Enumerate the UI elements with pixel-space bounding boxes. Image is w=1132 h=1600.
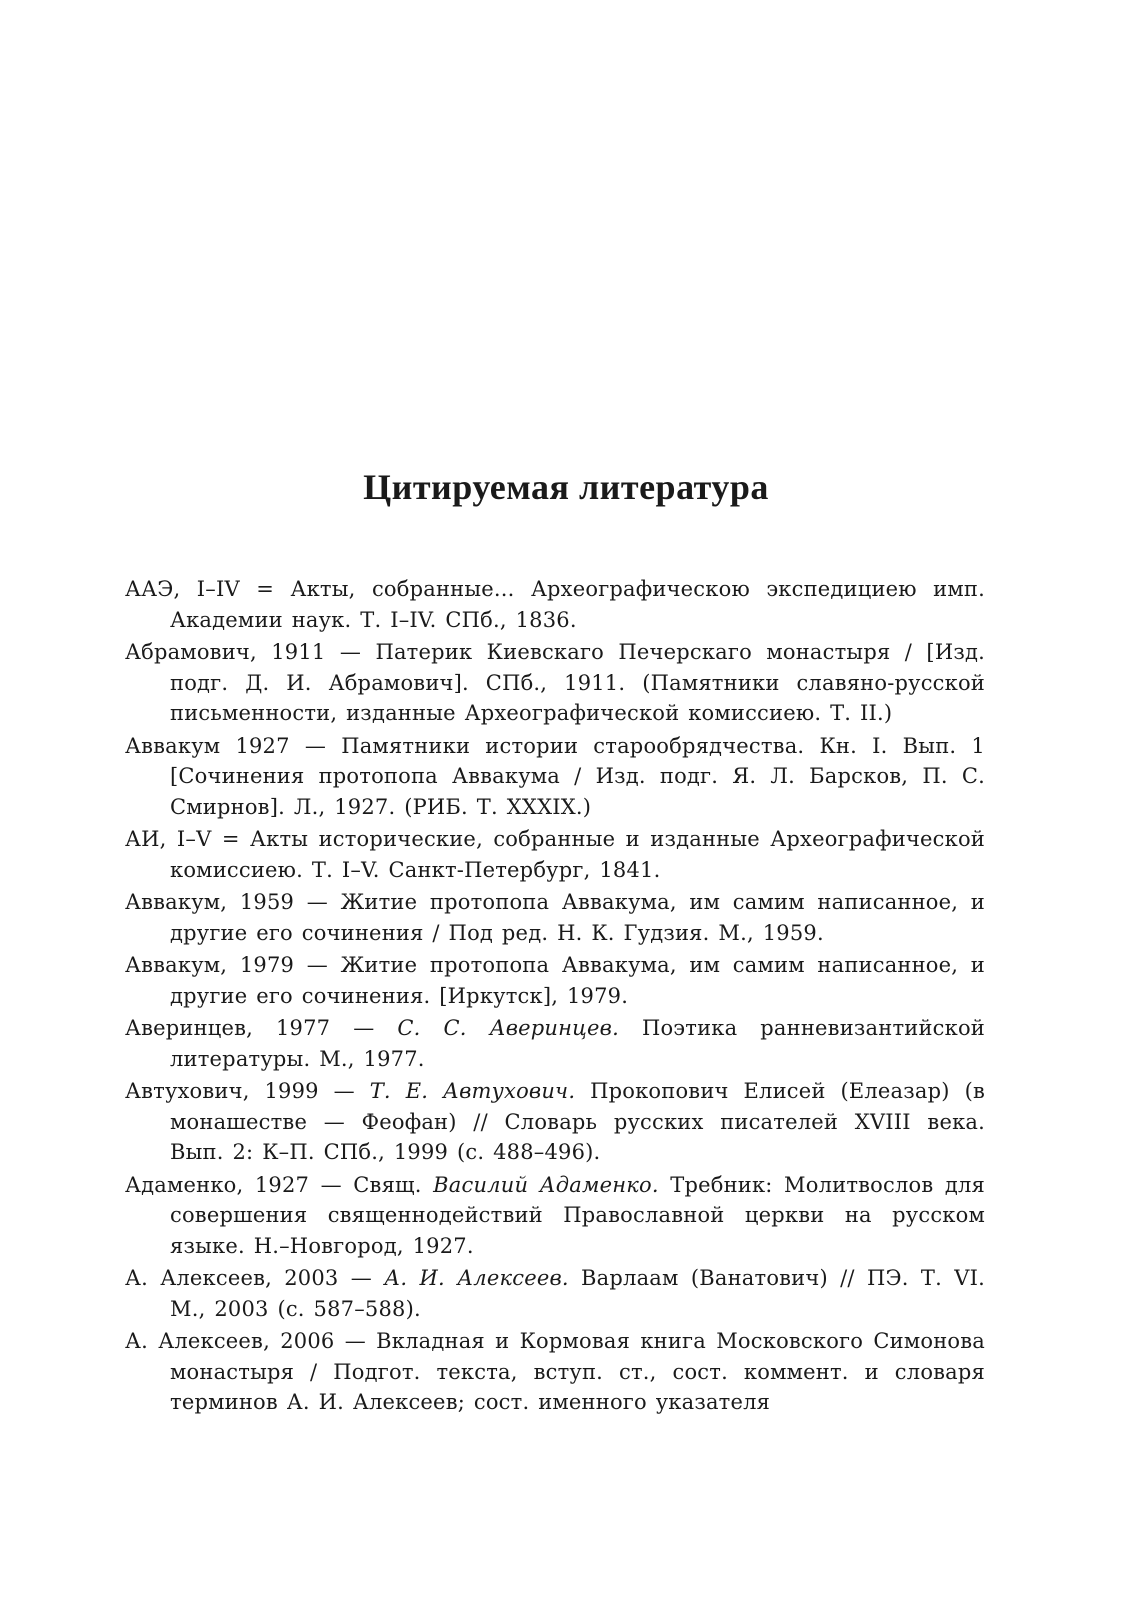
entry-text: Акты, собранные... Археографическою экспедициею имп. Академии наук. Т. I–IV. СПб., 1836. bbox=[170, 577, 985, 632]
entry-text: Прокопович Елисей (Елеазар) (в монашестве — Феофан) // Словарь русских писателей XVIII века. Вып. 2: К–П. СПб., 1999 (с. 488–496). bbox=[170, 1079, 985, 1164]
entry-text: Житие протопопа Аввакума, им самим написанное, и другие его сочинения / Под ред. Н. К. Гудзия. М., 1959. bbox=[170, 890, 986, 945]
bibliography-entry bbox=[125, 1326, 985, 1418]
entry-author: Т. Е. Автухович. bbox=[369, 1079, 576, 1103]
bibliography-entry bbox=[125, 1263, 985, 1324]
bibliography-entry bbox=[125, 887, 985, 948]
entry-text: Вкладная и Кормовая книга Московского Симонова монастыря / Подгот. текста, вступ. ст., сост. коммент. и словаря терминов А. И. Алексеев; сост. именного указателя bbox=[170, 1329, 985, 1414]
entry-author: Василий Адаменко. bbox=[433, 1172, 659, 1197]
entry-text: Акты исторические, собранные и изданные Археографической комиссиею. Т. I–V. Санкт-Петербург, 1841. bbox=[170, 827, 985, 882]
entry-text: Требник: Молитвослов для совершения священнодействий Православной церкви на русском языке. Н.–Новгород, 1927. bbox=[170, 1172, 985, 1258]
entry-key: АИ, I–V = bbox=[125, 827, 251, 851]
entry-key: Аввакум, 1959 — bbox=[125, 890, 341, 914]
entry-key: Аввакум, 1979 — bbox=[125, 953, 341, 977]
entry-key: Аввакум 1927 — bbox=[125, 733, 342, 758]
entry-text: Памятники истории старообрядчества. Кн. I. Вып. 1 [Сочинения протопопа Аввакума / Изд. подг. Я. Л. Барсков, П. С. Смирнов]. Л., 1927. (РИБ. Т. XXXIX.) bbox=[170, 733, 985, 819]
entry-key: Аверинцев, 1977 — bbox=[125, 1016, 398, 1040]
entry-text: Патерик Киевскаго Печерскаго монастыря / [Изд. подг. Д. И. Абрамович]. СПб., 1911. (Памятники славяно-русской письменности, изданные Археографической комиссиею. Т. II.) bbox=[170, 640, 985, 725]
entry-key: Адаменко, 1927 — Свящ. bbox=[125, 1172, 434, 1197]
bibliography-entry bbox=[125, 574, 985, 635]
bibliography-entry bbox=[125, 637, 985, 729]
bibliography-entry bbox=[125, 950, 985, 1011]
entry-text: Поэтика ранневизантийской литературы. М., 1977. bbox=[170, 1016, 986, 1071]
entry-text: Варлаам (Ванатович) // ПЭ. Т. VI. М., 2003 (с. 587–588). bbox=[170, 1266, 986, 1321]
entry-key: Абрамович, 1911 — bbox=[125, 640, 376, 664]
entry-key: Автухович, 1999 — bbox=[125, 1079, 370, 1103]
bibliography-entry bbox=[125, 1170, 985, 1262]
bibliography-entry bbox=[125, 1076, 985, 1168]
entry-text: Житие протопопа Аввакума, им самим написанное, и другие его сочинения. [Иркутск], 1979. bbox=[170, 953, 986, 1008]
bibliography-entry bbox=[125, 1013, 985, 1074]
entry-key: А. Алексеев, 2006 — bbox=[125, 1329, 377, 1353]
entry-key: ААЭ, I–IV = bbox=[125, 577, 291, 601]
bibliography-entry bbox=[125, 824, 985, 885]
entry-author: А. И. Алексеев. bbox=[384, 1266, 569, 1290]
page-title: Цитируемая литература bbox=[363, 467, 769, 507]
bibliography-entry bbox=[125, 731, 985, 823]
entry-author: С. С. Аверинцев. bbox=[397, 1016, 619, 1040]
bibliography-list bbox=[125, 574, 985, 1420]
entry-key: А. Алексеев, 2003 — bbox=[125, 1266, 385, 1290]
